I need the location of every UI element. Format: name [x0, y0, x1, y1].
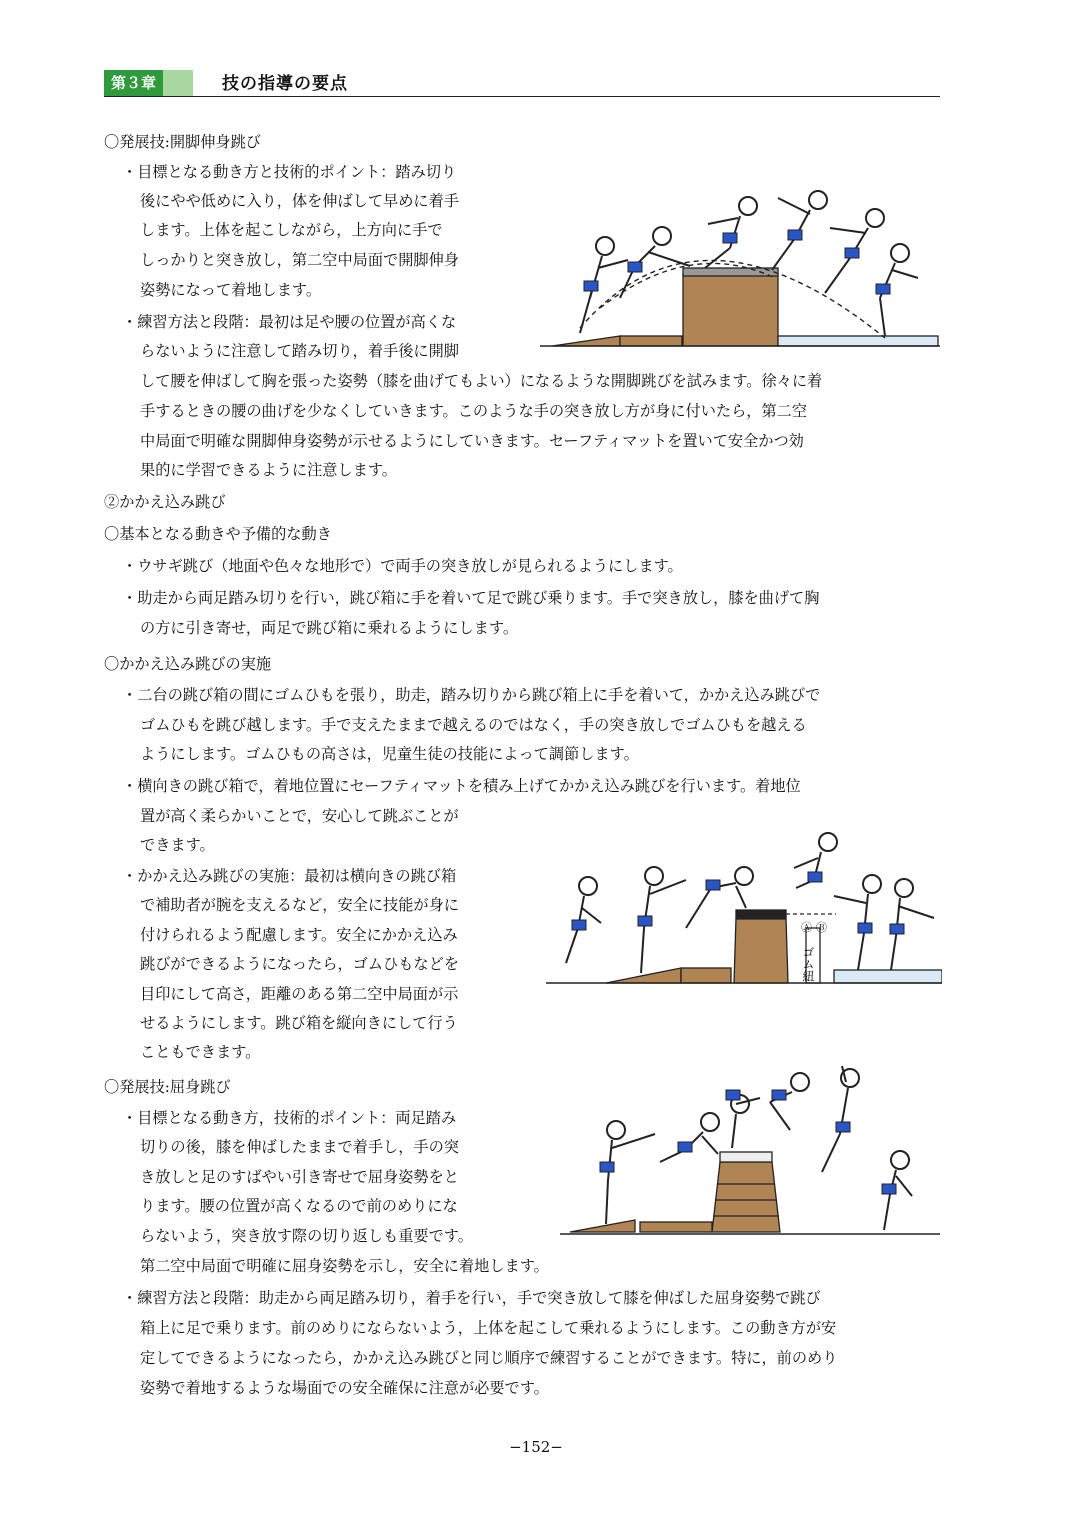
heading-kusshin: 〇発展技:屈身跳び: [104, 1078, 231, 1096]
heading-kaikyaku-shinshin: 〇発展技:開脚伸身跳び: [104, 133, 261, 151]
child-takeoff: [660, 1113, 719, 1162]
child-pike2: [770, 1073, 809, 1130]
text-line: の方に引き寄せ，両足で跳び箱に乗れるようにします。: [140, 619, 519, 637]
springboard: [552, 336, 620, 346]
child-takeoff: [580, 237, 628, 333]
text-line: して腰を伸ばして胸を張った姿勢（膝を曲げてもよい）になるような開脚跳びを試みます。徐々に着: [140, 372, 823, 390]
landing-board: [681, 968, 731, 983]
heading-basic-moves: 〇基本となる動きや予備的な動き: [104, 525, 332, 543]
rope-label: ゴム紐: [801, 946, 815, 982]
box-top: [683, 268, 778, 276]
box-top: [736, 910, 786, 919]
text-line: 定してできるようになったら，かかえ込み跳びと同じ順序で練習することができます。特に，前のめり: [140, 1349, 838, 1367]
text-line: ・二台の跳び箱の間にゴムひもを張り，助走，踏み切りから跳び箱上に手を着いて，かかえ込み跳びで: [122, 686, 821, 704]
child-flight2: [772, 191, 827, 270]
text-line: 置が高く柔らかいことで，安心して跳ぶことが: [140, 807, 459, 825]
child-flight3: [825, 209, 884, 293]
heading-kakaekomi: ②かかえ込み跳び: [104, 493, 226, 511]
child-pike1: [726, 1090, 760, 1148]
text-line: できます。: [140, 836, 215, 854]
text-line: 付けられるよう配慮します。安全にかかえ込み: [140, 926, 458, 944]
child-runner: [566, 877, 601, 963]
vaulting-box: [734, 918, 788, 983]
chapter-tag-accent: [163, 70, 193, 96]
text-line: こともできます。: [140, 1043, 261, 1061]
child-spotter1: [834, 875, 881, 970]
springboard: [606, 968, 681, 983]
chapter-number: 第３章: [104, 70, 163, 96]
text-line: ・目標となる動き方，技術的ポイント：両足踏み: [122, 1109, 457, 1127]
text-line: ようにします。ゴムひもの高さは，児童生徒の技能によって調節します。: [140, 745, 639, 763]
marker-b: Ⓑ: [816, 921, 827, 934]
text-line: 姿勢で着地するような場面での安全確保に注意が必要です。: [140, 1379, 549, 1397]
text-line: ・横向きの跳び箱で，着地位置にセーフティマットを積み上げてかかえ込み跳びを行います。着地位: [122, 777, 801, 795]
text-line: で補助者が腕を支えるなど，安全に技能が身に: [140, 896, 459, 914]
text-line: せるようにします。跳び箱を縦向きにして行う: [140, 1014, 458, 1032]
text-line: らないよう，突き放す際の切り返しも重要です。: [140, 1227, 473, 1245]
text-line: 第二空中局面で明確に屈身姿勢を示し，安全に着地します。: [140, 1257, 549, 1275]
vaulting-box: [683, 270, 778, 346]
text-line: 跳びができるようになったら，ゴムひもなどを: [140, 955, 459, 973]
text-line: 後にやや低めに入り，体を伸ばして早めに着手: [140, 192, 459, 210]
figure-pike-vault: [560, 1062, 940, 1240]
text-line: ります。腰の位置が高くなるので前のめりにな: [140, 1197, 458, 1215]
child-flight1: [705, 197, 757, 268]
text-line: 箱上に足で乗ります。前のめりにならないよう，上体を起こして乗れるようにします。この動き方が安: [140, 1319, 837, 1337]
child-landing: [882, 1151, 912, 1230]
text-line: き放しと足のすばやい引き寄せで屈身姿勢をと: [140, 1168, 459, 1186]
marker-a: Ⓐ: [801, 921, 812, 934]
header-rule: [104, 96, 940, 97]
text-line: 果的に学習できるように注意します。: [140, 461, 397, 479]
child-spotter2: [890, 879, 934, 970]
text-line: ・ウサギ跳び（地面や色々な地形で）で両手の突き放しが見られるようにします。: [122, 557, 683, 575]
chapter-title: 技の指導の要点: [222, 74, 348, 94]
child-run: [600, 1121, 655, 1224]
text-line: 手するときの腰の曲げを少なくしていきます。このような手の突き放し方が身に付いたら，第二空: [140, 402, 808, 420]
text-line: らないように注意して踏み切り，着手後に開脚: [140, 342, 459, 360]
chapter-tag: [104, 70, 193, 96]
text-line: します。上体を起こしながら，上方向に手で: [140, 221, 443, 239]
child-landing: [876, 244, 918, 336]
text-line: 中局面で明確な開脚伸身姿勢が示せるようにしていきます。セーフティマットを置いて安全かつ効: [140, 432, 804, 450]
text-line: しっかりと突き放し，第二空中局面で開脚伸身: [140, 251, 459, 269]
text-line: 切りの後，膝を伸ばしたままで着手し，手の突: [140, 1138, 459, 1156]
text-line: ・助走から両足踏み切りを行い，跳び箱に手を着いて足で跳び乗ります。手で突き放し，膝を曲げて胸: [122, 589, 820, 607]
child-takeoff: [638, 867, 686, 973]
box-top: [720, 1152, 772, 1162]
vaulting-box: [712, 1162, 780, 1232]
landing-board: [620, 336, 682, 346]
safety-mat: [834, 970, 942, 983]
heading-kakaekomi-practice: 〇かかえ込み跳びの実施: [104, 655, 272, 673]
text-line: 姿勢になって着地します。: [140, 281, 322, 299]
child-squat: [794, 833, 837, 888]
springboard: [570, 1220, 635, 1232]
text-line: ・練習方法と段階：助走から両足踏み切り，着手を行い，手で突き放して膝を伸ばした屈身姿勢で跳び: [122, 1289, 821, 1307]
figure-straddle-vault: [540, 178, 940, 350]
safety-mat: [778, 336, 938, 346]
text-line: ・かかえ込み跳びの実施：最初は横向きの跳び箱: [122, 867, 457, 885]
text-line: ・練習方法と段階：最初は足や腰の位置が高くな: [122, 313, 457, 331]
figure-squat-vault-rope: [546, 828, 942, 992]
page-number: −152−: [509, 1438, 563, 1456]
child-stretch: [822, 1066, 859, 1172]
text-line: ・目標となる動き方と技術的ポイント：踏み切り: [122, 163, 457, 181]
landing-board: [640, 1222, 712, 1232]
text-line: ゴムひもを跳び越します。手で支えたままで越えるのではなく，手の突き放しでゴムひもを越える: [140, 716, 807, 734]
text-line: 目印にして高さ，距離のある第二空中局面が示: [140, 985, 459, 1003]
